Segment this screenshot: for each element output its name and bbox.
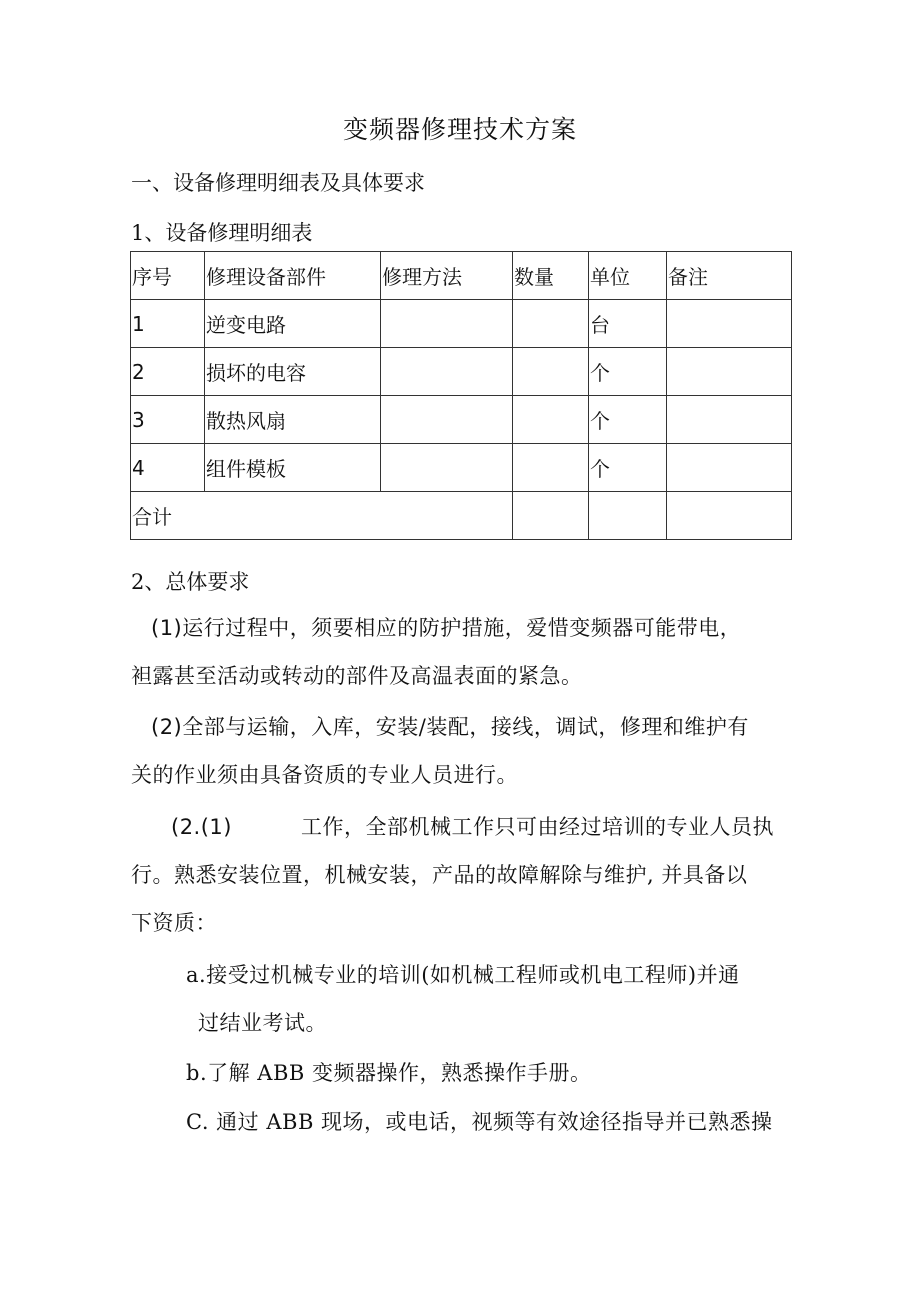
- subsection2-heading: 2、总体要求: [131, 570, 250, 594]
- requirement-paragraph-3: [131, 803, 796, 947]
- table-header-row: [131, 252, 792, 300]
- table-cell: [513, 492, 589, 540]
- table-header-cell: 备注: [667, 252, 792, 300]
- paragraph-number: (2.(1): [171, 815, 232, 839]
- table-total-label: 合计: [131, 492, 513, 540]
- list-item-text: 过结业考试。: [198, 1011, 327, 1035]
- table-cell: [513, 444, 589, 492]
- table-cell: [381, 348, 513, 396]
- table-cell: 散热风扇: [205, 396, 381, 444]
- paragraph-text: 运行过程中，须要相应的防护措施，爱惜变频器可能带电，: [182, 616, 742, 640]
- section1-heading: 一、设备修理明细表及具体要求: [131, 171, 425, 195]
- qualification-item-a: [186, 951, 796, 1047]
- table-cell: [513, 348, 589, 396]
- table-cell: [667, 396, 792, 444]
- paragraph-text: 全部与运输，入库，安装/装配，接线，调试，修理和维护有: [182, 715, 749, 739]
- paragraph-number: (2): [151, 715, 183, 739]
- table-cell: [381, 396, 513, 444]
- qualification-item-c: C. 通过 ABB 现场，或电话，视频等有效途径指导并已熟悉操: [186, 1110, 773, 1134]
- table-cell: 2: [131, 348, 205, 396]
- requirement-paragraph-2: [131, 703, 796, 799]
- table-header-cell: 数量: [513, 252, 589, 300]
- requirement-paragraph-1: [131, 604, 796, 700]
- qualification-item-b: b.了解 ABB 变频器操作，熟悉操作手册。: [186, 1061, 592, 1085]
- table-header-cell: 修理设备部件: [205, 252, 381, 300]
- table-cell: 个: [589, 444, 667, 492]
- table-cell: [381, 300, 513, 348]
- table-header-cell: 序号: [131, 252, 205, 300]
- paragraph-text: 工作，全部机械工作只可由经过培训的专业人员执: [301, 815, 774, 839]
- table-cell: [589, 492, 667, 540]
- paragraph-text: 行。熟悉安装位置，机械安装，产品的故障解除与维护, 并具备以: [131, 863, 748, 887]
- paragraph-number: (1): [151, 616, 183, 640]
- table-cell: 组件模板: [205, 444, 381, 492]
- table-cell: 损坏的电容: [205, 348, 381, 396]
- table-row: [131, 348, 792, 396]
- table-header-cell: 单位: [589, 252, 667, 300]
- paragraph-text: 关的作业须由具备资质的专业人员进行。: [131, 763, 518, 787]
- table-cell: 3: [131, 396, 205, 444]
- paragraph-text: 下资质：: [131, 911, 217, 935]
- table-row: [131, 300, 792, 348]
- table-cell: 个: [589, 348, 667, 396]
- table-cell: 个: [589, 396, 667, 444]
- table-cell: [513, 396, 589, 444]
- subsection1-heading: 1、设备修理明细表: [131, 221, 313, 245]
- table-cell: 台: [589, 300, 667, 348]
- paragraph-text: 袒露甚至活动或转动的部件及高温表面的紧急。: [131, 664, 583, 688]
- table-cell: 1: [131, 300, 205, 348]
- table-cell: [667, 348, 792, 396]
- list-item-text: a.接受过机械专业的培训(如机械工程师或机电工程师)并通: [186, 963, 740, 987]
- table-total-row: [131, 492, 792, 540]
- table-row: [131, 444, 792, 492]
- table-cell: 4: [131, 444, 205, 492]
- table-row: [131, 396, 792, 444]
- repair-detail-table: [130, 251, 792, 540]
- document-title: 变频器修理技术方案: [342, 115, 577, 144]
- table-cell: [513, 300, 589, 348]
- table-cell: 逆变电路: [205, 300, 381, 348]
- table-header-cell: 修理方法: [381, 252, 513, 300]
- table-cell: [667, 300, 792, 348]
- table-cell: [381, 444, 513, 492]
- table-cell: [667, 444, 792, 492]
- table-cell: [667, 492, 792, 540]
